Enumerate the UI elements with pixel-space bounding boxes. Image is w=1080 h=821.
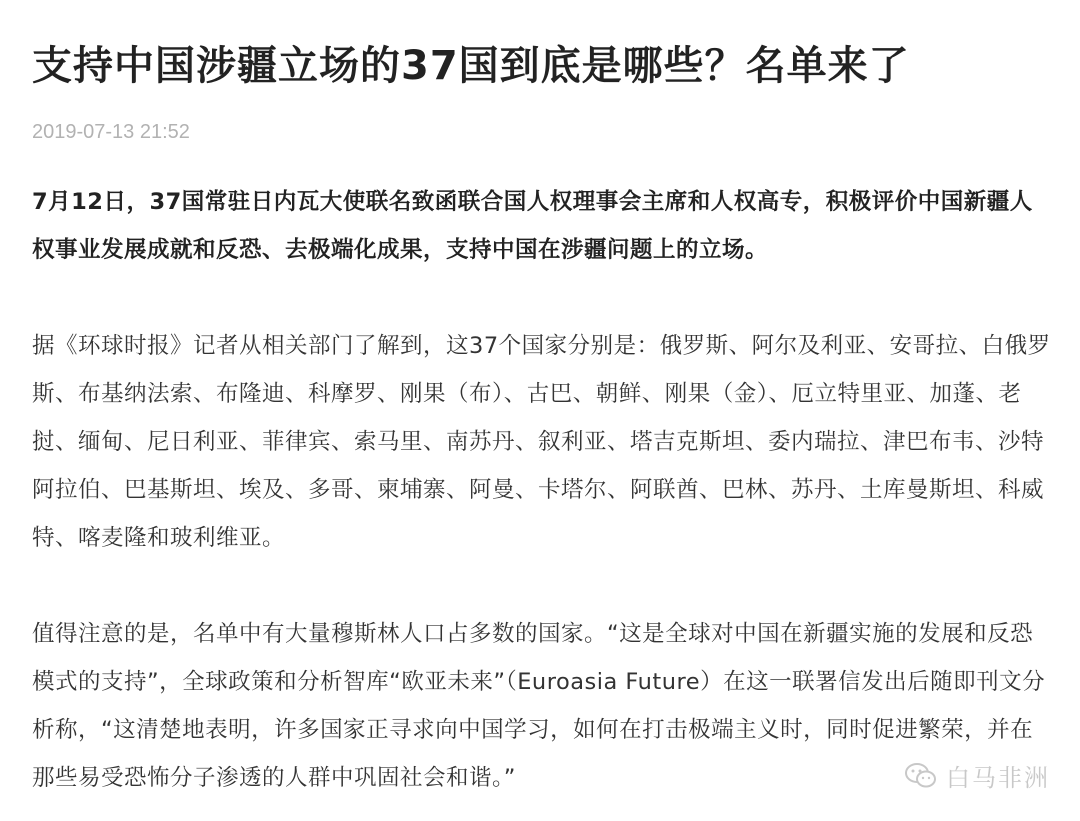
article [32,0,1052,802]
analysis-paragraph: 值得注意的是，名单中有大量穆斯林人口占多数的国家。“这是全球对中国在新疆实施的发展和反恐模式的支持”，全球政策和分析智库“欧亚未来”（Euroasia Future）在这一联署信发出后随即刊文分析称，“这清楚地表明，许多国家正寻求向中国学习，如何在打击极端主义时，同时促进繁荣，并在那些易受恐怖分子渗透的人群中巩固社会和谐。” [32,621,1046,791]
wechat-icon [904,762,938,790]
lead-paragraph: 7月12日，37国常驻日内瓦大使联名致函联合国人权理事会主席和人权高专，积极评价中国新疆人权事业发展成就和反恐、去极端化成果，支持中国在涉疆问题上的立场。 [32,189,1033,263]
account-watermark [904,758,1050,793]
watermark-text: 白马非洲 [946,764,1050,792]
publish-timestamp: 2019-07-13 21:52 [32,121,190,143]
country-list-paragraph: 据《环球时报》记者从相关部门了解到，这37个国家分别是：俄罗斯、阿尔及利亚、安哥拉、白俄罗斯、布基纳法索、布隆迪、科摩罗、刚果（布）、古巴、朝鲜、刚果（金）、厄立特里亚、加蓬、老挝、缅甸、尼日利亚、菲律宾、索马里、南苏丹、叙利亚、塔吉克斯坦、委内瑞拉、津巴布韦、沙特阿拉伯、巴基斯坦、埃及、多哥、柬埔寨、阿曼、卡塔尔、阿联酋、巴林、苏丹、土库曼斯坦、科威特、喀麦隆和玻利维亚。 [32,333,1051,551]
article-title: 支持中国涉疆立场的37国到底是哪些？名单来了 [32,43,910,89]
